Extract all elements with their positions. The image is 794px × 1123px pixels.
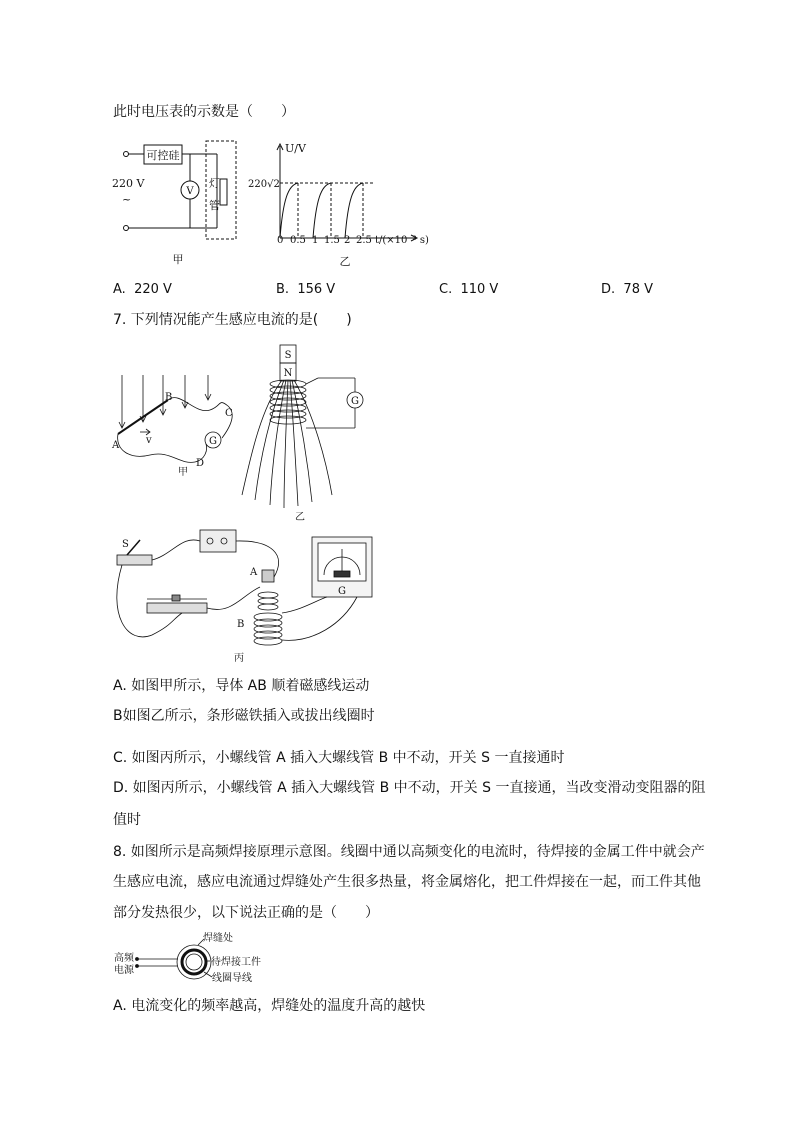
option-key: C. <box>439 282 453 297</box>
hf-label-1: 高频 <box>114 953 134 964</box>
option-text: 78 V <box>623 282 653 297</box>
x-tick-2.5: 2.5 <box>356 235 372 246</box>
voltmeter-label: V <box>186 186 194 197</box>
q8-stem-line-3: 部分发热很少，以下说法正确的是（ ） <box>113 905 379 921</box>
x-tick-0: 0 <box>277 235 284 246</box>
magnet-n-label: N <box>283 368 293 379</box>
x-tick-1: 1 <box>312 235 319 246</box>
weld-label: 焊缝处 <box>203 933 233 944</box>
lamp-label-2: 管 <box>209 199 220 212</box>
q8-option-a[interactable]: A. 电流变化的频率越高，焊缝处的温度升高的越快 <box>113 998 426 1014</box>
option-text: 156 V <box>297 282 336 297</box>
fig-yi-caption: 乙 <box>295 512 305 523</box>
lamp-label-1: 灯 <box>209 177 220 190</box>
q7-stem: 7. 下列情况能产生感应电流的是( ) <box>113 312 352 328</box>
q8-stem-line-2: 生感应电流，感应电流通过焊缝处产生很多热量，将金属熔化，把工件焊接在一起，而工件其他 <box>113 874 701 890</box>
option-key: B. <box>276 282 290 297</box>
velocity-label: v <box>146 435 152 446</box>
x-tick-2: 2 <box>344 235 351 246</box>
graph-x-label: t/(×10⁻² s) <box>375 235 429 246</box>
magnet-s-label: S <box>284 350 292 361</box>
hf-label-2: 电源 <box>114 965 134 976</box>
fig-bing-caption: 丙 <box>234 653 244 664</box>
solenoid-b-label: B <box>237 619 245 630</box>
q7-option-c[interactable]: C. 如图丙所示，小螺线管 A 插入大螺线管 B 中不动，开关 S 一直接通时 <box>113 750 565 766</box>
point-d-label: D <box>196 458 205 469</box>
q8-stem-line-1: 8. 如图所示是高频焊接原理示意图。线圈中通以高频变化的电流时，待焊接的金属工件中就会产 <box>113 844 705 860</box>
q6-stem: 此时电压表的示数是（ ） <box>113 104 295 120</box>
galvanometer-label: G <box>209 436 217 447</box>
q6-option-d[interactable] <box>601 280 653 300</box>
fig-jia-caption: 甲 <box>178 467 188 478</box>
switch-s-label: S <box>122 539 129 550</box>
point-a-label: A <box>112 440 120 451</box>
q6-option-c[interactable] <box>439 280 498 300</box>
q6-option-b[interactable] <box>276 280 335 300</box>
q7-fig-yi <box>240 340 380 523</box>
coil-label: 线圈导线 <box>212 973 252 984</box>
q6-option-a[interactable] <box>113 280 172 300</box>
option-text: 110 V <box>460 282 499 297</box>
option-key: D. <box>601 282 616 297</box>
graph-y-label: U/V <box>285 142 306 155</box>
q7-option-d[interactable]: D. 如图丙所示，小螺线管 A 插入大螺线管 B 中不动，开关 S 一直接通，当改变滑动变阻器的阻 <box>113 780 706 796</box>
fig-yi-caption: 乙 <box>339 255 351 268</box>
point-c-label: C <box>225 408 233 419</box>
q7-option-a[interactable]: A. 如图甲所示，导体 AB 顺着磁感线运动 <box>113 678 370 694</box>
galvanometer-label: G <box>338 586 346 597</box>
q7-fig-bing <box>112 525 377 665</box>
option-text: 220 V <box>134 282 172 297</box>
q7-option-b[interactable]: B如图乙所示，条形磁铁插入或拔出线圈时 <box>113 708 375 724</box>
solenoid-a-label: A <box>250 567 258 578</box>
q8-welding-figure <box>112 930 292 990</box>
ac-tilde: ~ <box>122 193 132 206</box>
x-tick-0.5: 0.5 <box>290 235 306 246</box>
q7-fig-jia <box>110 370 240 480</box>
q6-voltage-graph <box>245 140 429 275</box>
option-key: A. <box>113 282 126 297</box>
q7-option-d-cont: 值时 <box>113 812 141 828</box>
q6-circuit-figure <box>112 135 242 265</box>
galvanometer-label: G <box>351 396 359 407</box>
graph-peak-label: 220√2 <box>248 179 280 190</box>
source-label: 220 V <box>112 177 145 190</box>
fig-jia-caption: 甲 <box>172 253 184 266</box>
point-b-label: B <box>165 392 173 403</box>
x-tick-1.5: 1.5 <box>324 235 340 246</box>
workpiece-label: 待焊接工件 <box>211 957 261 968</box>
scr-label: 可控硅 <box>146 149 180 162</box>
